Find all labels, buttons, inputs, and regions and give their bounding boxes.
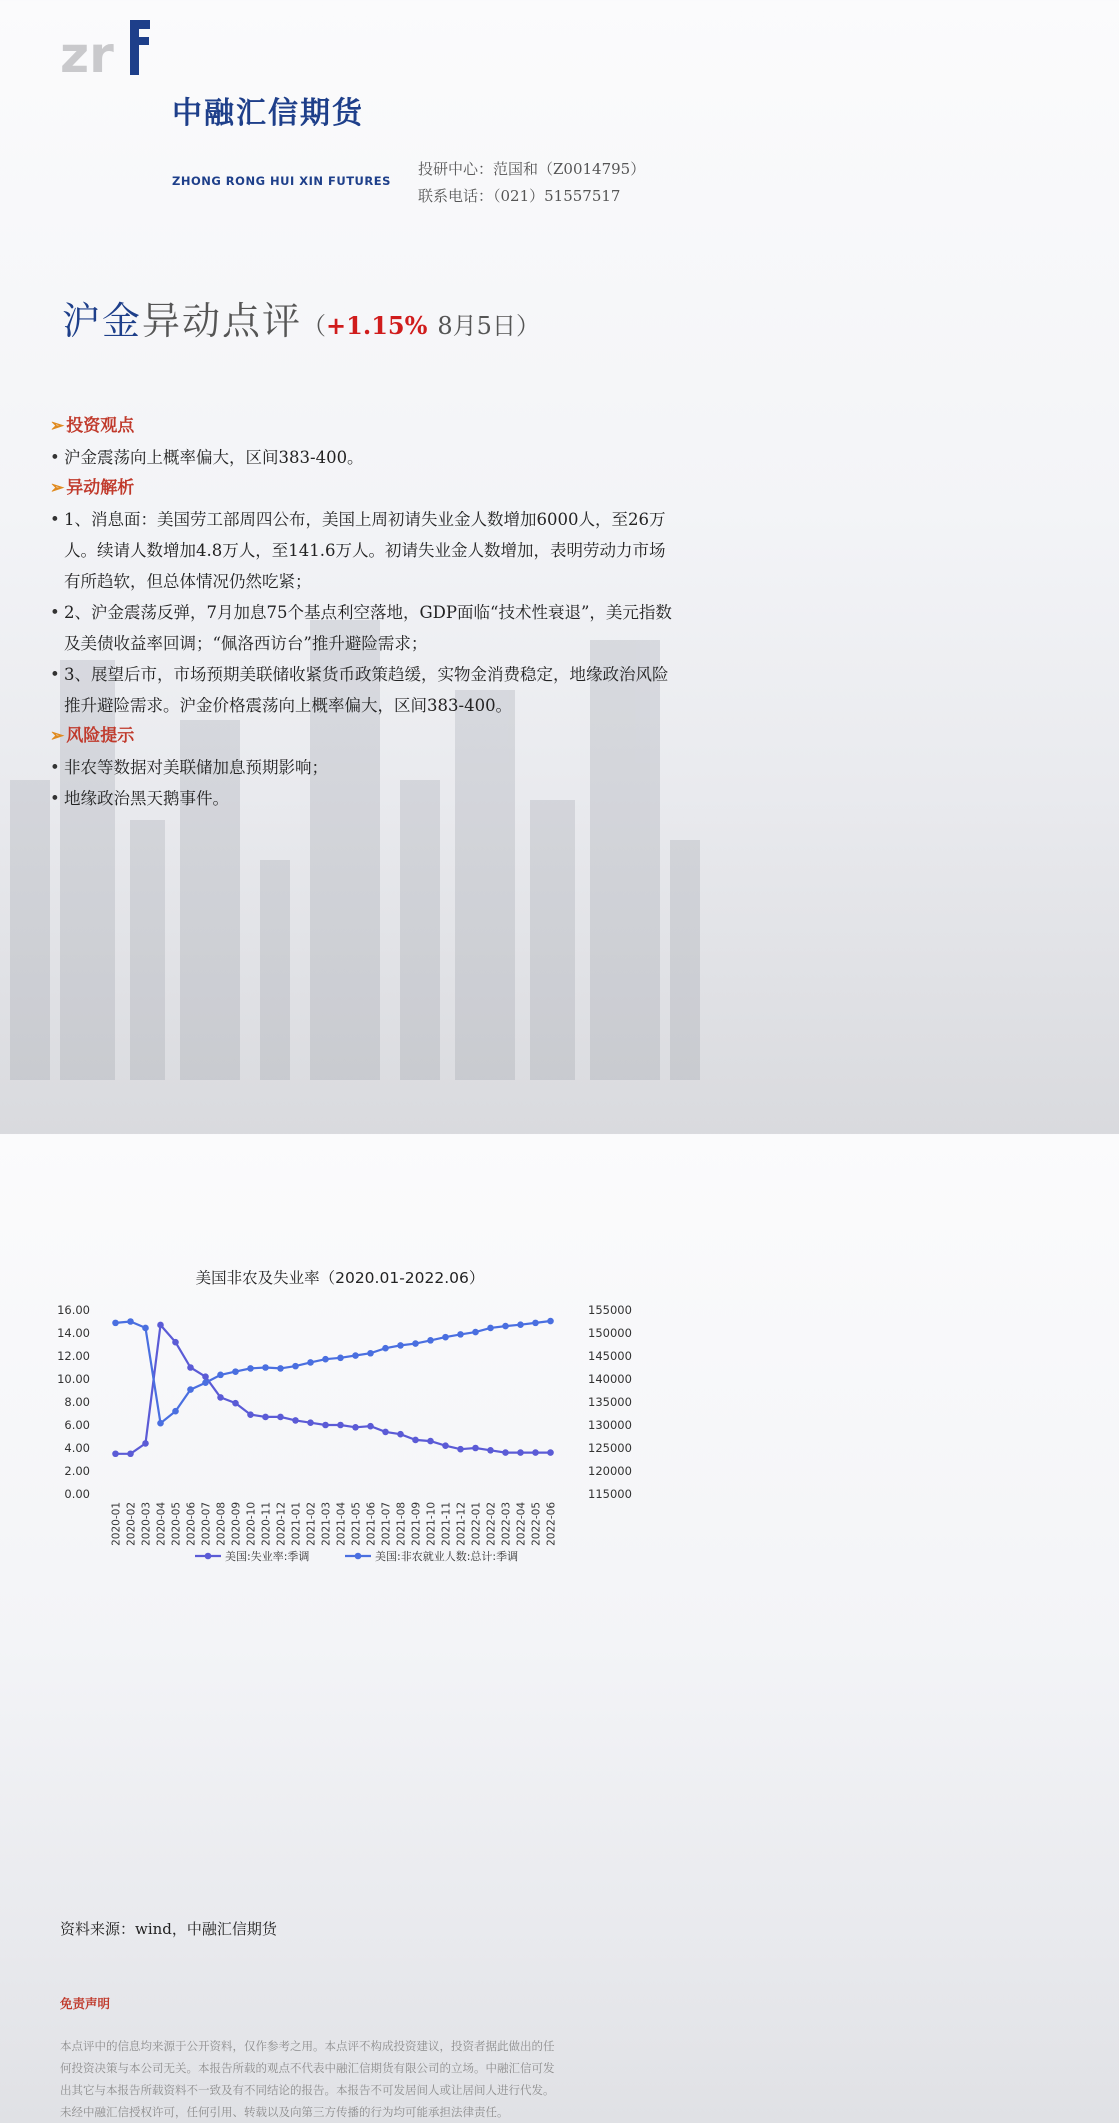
employment-chart (55, 1258, 632, 1578)
data-point (532, 1320, 539, 1327)
x-tick-label: 2021-12 (455, 1502, 468, 1546)
data-point (127, 1450, 134, 1457)
data-point (112, 1320, 119, 1327)
data-point (412, 1437, 419, 1444)
data-point (517, 1321, 524, 1328)
x-tick-label: 2022-04 (515, 1502, 528, 1546)
data-point (187, 1386, 194, 1393)
title-open-paren: （ (302, 312, 327, 340)
y-left-tick-label: 12.00 (57, 1349, 90, 1363)
section-heading-view: ➢ 投资观点 (50, 416, 135, 436)
logo-chinese-name: 中融汇信期货 (172, 96, 364, 131)
y-right-tick-label: 135000 (588, 1395, 632, 1409)
title-product: 沪金 (62, 299, 143, 343)
data-point (457, 1331, 464, 1338)
x-tick-label: 2021-01 (290, 1502, 303, 1546)
data-point (172, 1339, 179, 1346)
data-point (187, 1364, 194, 1371)
arrow-icon: ➢ (50, 416, 65, 436)
series-line (116, 1321, 551, 1423)
y-right-tick-label: 140000 (588, 1372, 632, 1386)
title-close-paren: ） (515, 312, 540, 340)
data-point (307, 1359, 314, 1366)
x-tick-label: 2021-11 (440, 1502, 453, 1546)
data-point (502, 1449, 509, 1456)
arrow-icon: ➢ (50, 726, 65, 746)
data-point (487, 1325, 494, 1332)
contact-info (418, 156, 1119, 210)
analyst-line: 投研中心：范国和（Z0014795） (418, 160, 646, 178)
y-left-tick-label: 16.00 (57, 1303, 90, 1317)
x-tick-label: 2022-03 (500, 1502, 513, 1546)
logo-english-name: ZHONG RONG HUI XIN FUTURES (172, 174, 391, 188)
data-point (397, 1342, 404, 1349)
data-point (367, 1350, 374, 1357)
data-point (217, 1372, 224, 1379)
y-right-tick-label: 155000 (588, 1303, 632, 1317)
data-point (337, 1422, 344, 1429)
disclaimer-line: 未经中融汇信授权许可，任何引用、转载以及向第三方传播的行为均可能承担法律责任。 (60, 2105, 509, 2119)
x-tick-label: 2022-05 (530, 1502, 543, 1546)
data-point (277, 1365, 284, 1372)
data-point (472, 1329, 479, 1336)
data-point (502, 1323, 509, 1330)
y-right-tick-label: 150000 (588, 1326, 632, 1340)
y-left-tick-label: 8.00 (64, 1395, 90, 1409)
disclaimer-line: 本点评中的信息均来源于公开资料，仅作参考之用。本点评不构成投资建议，投资者据此做出的任 (60, 2039, 555, 2053)
data-point (172, 1408, 179, 1415)
y-right-tick-label: 120000 (588, 1464, 632, 1478)
list-item: • 1、消息面：美国劳工部周四公布，美国上周初请失业金人数增加6000人，至26万人。续请人数增加4.8万人，至141.6万人。初请失业金人数增加，表明劳动力市场有所趋软，但总体情况仍然吃紧； (50, 504, 680, 597)
data-point (457, 1446, 464, 1453)
x-tick-label: 2020-10 (245, 1502, 258, 1546)
x-tick-label: 2021-03 (320, 1502, 333, 1546)
data-point (202, 1373, 209, 1380)
x-tick-label: 2022-02 (485, 1502, 498, 1546)
x-tick-label: 2021-02 (305, 1502, 318, 1546)
y-left-tick-label: 14.00 (57, 1326, 90, 1340)
data-point (427, 1438, 434, 1445)
chart-title: 美国非农及失业率（2020.01-2022.06） (195, 1269, 485, 1287)
x-tick-label: 2021-06 (365, 1502, 378, 1546)
list-item: • 非农等数据对美联储加息预期影响； (50, 752, 680, 783)
data-point (157, 1322, 164, 1329)
x-tick-label: 2020-03 (140, 1502, 153, 1546)
title-date: 8月5日 (437, 312, 516, 340)
data-point (337, 1355, 344, 1362)
chart-canvas (55, 1258, 632, 1578)
data-point (412, 1340, 419, 1347)
x-tick-label: 2022-06 (545, 1502, 558, 1546)
legend-marker (355, 1553, 362, 1560)
disclaimer-title: 免责声明 (60, 1996, 111, 2011)
report-body (50, 411, 680, 814)
list-item: • 地缘政治黑天鹅事件。 (50, 783, 680, 814)
x-tick-label: 2020-08 (215, 1502, 228, 1546)
data-point (292, 1417, 299, 1424)
y-left-tick-label: 4.00 (64, 1441, 90, 1455)
data-point (547, 1318, 554, 1325)
y-left-tick-label: 10.00 (57, 1372, 90, 1386)
page-title (62, 290, 763, 345)
data-point (427, 1337, 434, 1344)
x-tick-label: 2020-12 (275, 1502, 288, 1546)
data-point (112, 1450, 119, 1457)
data-point (307, 1419, 314, 1426)
svg-text:zr: zr (60, 26, 114, 84)
disclaimer-line: 出其它与本报告所载资料不一致及有不同结论的报告。本报告不可发居间人或让居间人进行代发。 (60, 2083, 555, 2097)
y-left-tick-label: 6.00 (64, 1418, 90, 1432)
data-point (322, 1356, 329, 1363)
list-item: • 2、沪金震荡反弹，7月加息75个基点利空落地，GDP面临“技术性衰退”，美元指数及美债收益率回调；“佩洛西访台”推升避险需求； (50, 597, 680, 659)
y-left-tick-label: 0.00 (64, 1487, 90, 1501)
data-point (382, 1345, 389, 1352)
title-change-pct: +1.15% (326, 311, 428, 340)
x-tick-label: 2020-01 (110, 1502, 123, 1546)
x-tick-label: 2021-05 (350, 1502, 363, 1546)
disclaimer-line: 何投资决策与本公司无关。本报告所载的观点不代表中融汇信期货有限公司的立场。中融汇信可发 (60, 2061, 555, 2075)
arrow-icon: ➢ (50, 478, 65, 498)
series-line (116, 1325, 551, 1454)
data-point (217, 1394, 224, 1401)
y-left-tick-label: 2.00 (64, 1464, 90, 1478)
data-point (487, 1447, 494, 1454)
x-tick-label: 2020-07 (200, 1502, 213, 1546)
legend-marker (205, 1553, 212, 1560)
y-right-tick-label: 130000 (588, 1418, 632, 1432)
data-point (547, 1449, 554, 1456)
data-point (367, 1423, 374, 1430)
y-right-tick-label: 115000 (588, 1487, 632, 1501)
x-tick-label: 2020-11 (260, 1502, 273, 1546)
data-point (352, 1424, 359, 1431)
data-point (247, 1411, 254, 1418)
x-tick-label: 2021-04 (335, 1502, 348, 1546)
data-point (322, 1422, 329, 1429)
data-point (142, 1440, 149, 1447)
data-source: 资料来源：wind，中融汇信期货 (60, 1920, 277, 1938)
section-heading-analysis: ➢ 异动解析 (50, 478, 135, 498)
x-tick-label: 2021-07 (380, 1502, 393, 1546)
data-point (397, 1431, 404, 1438)
legend-label: 美国:非农就业人数:总计:季调 (375, 1550, 519, 1563)
list-item: • 沪金震荡向上概率偏大，区间383-400。 (50, 442, 680, 473)
x-tick-label: 2021-08 (395, 1502, 408, 1546)
section-heading-risk: ➢ 风险提示 (50, 726, 135, 746)
data-point (232, 1368, 239, 1375)
y-right-tick-label: 125000 (588, 1441, 632, 1455)
data-point (517, 1449, 524, 1456)
legend-label: 美国:失业率:季调 (225, 1550, 310, 1563)
data-point (532, 1449, 539, 1456)
x-tick-label: 2022-01 (470, 1502, 483, 1546)
x-tick-label: 2020-04 (155, 1502, 168, 1546)
data-point (352, 1352, 359, 1359)
x-tick-label: 2020-06 (185, 1502, 198, 1546)
data-point (142, 1325, 149, 1332)
data-point (157, 1420, 164, 1427)
title-type: 异动点评 (142, 299, 303, 343)
data-point (262, 1414, 269, 1421)
y-right-tick-label: 145000 (588, 1349, 632, 1363)
data-point (202, 1379, 209, 1386)
data-point (247, 1365, 254, 1372)
list-item: • 3、展望后市，市场预期美联储收紧货币政策趋缓，实物金消费稳定，地缘政治风险推升避险需求。沪金价格震荡向上概率偏大，区间383-400。 (50, 659, 680, 721)
data-point (292, 1363, 299, 1370)
disclaimer-text (60, 2035, 650, 2123)
data-point (472, 1445, 479, 1452)
data-point (232, 1400, 239, 1407)
data-point (442, 1334, 449, 1341)
data-point (127, 1318, 134, 1325)
x-tick-label: 2020-05 (170, 1502, 183, 1546)
data-point (262, 1364, 269, 1371)
phone-line: 联系电话：（021）51557517 (418, 187, 621, 205)
data-point (277, 1414, 284, 1421)
data-point (382, 1429, 389, 1436)
data-point (442, 1442, 449, 1449)
x-tick-label: 2020-09 (230, 1502, 243, 1546)
x-tick-label: 2020-02 (125, 1502, 138, 1546)
company-logo-icon (60, 16, 156, 84)
x-tick-label: 2021-09 (410, 1502, 423, 1546)
x-tick-label: 2021-10 (425, 1502, 438, 1546)
